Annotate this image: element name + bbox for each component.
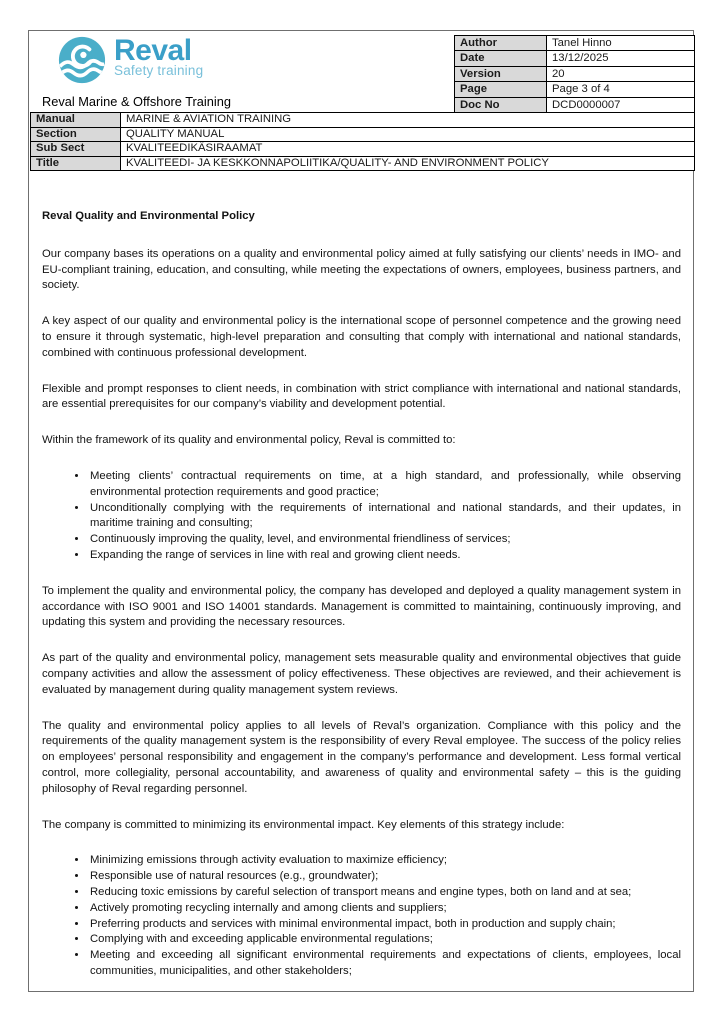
info-row-page xyxy=(455,81,694,96)
doc-row-manual xyxy=(31,113,694,127)
paragraph-objectives: As part of the quality and environmental policy, management sets measurable quality and environmental objectives that guide company activities and allow the assessment of policy effectiveness. These objectives are reviewed, and their achievement is evaluated by management during quality management system reviews. xyxy=(42,652,681,696)
paragraph-policy-scope: The quality and environmental policy applies to all levels of Reval’s organization. Compliance with this policy and the requirements of the quality management system is the responsibility of every Reval employee. The success of the policy relies on employees’ personal responsibility and engagement in the company’s performance and development. Less formal vertical control, more collegiality, personal accountability, and awareness of quality and environmental safety – this is the guiding philosophy of Reval regarding personnel. xyxy=(42,719,681,795)
policy-heading: Reval Quality and Environmental Policy xyxy=(42,210,255,222)
list-item: • Preferring products and services with minimal environmental impact, both in production and supply chain; xyxy=(88,917,681,933)
list-item: • Unconditionally complying with the requirements of international and national standards, and their updates, in maritime training and consulting; xyxy=(88,501,681,533)
document-body xyxy=(42,209,681,1000)
info-row-docno xyxy=(455,97,694,112)
reval-logo xyxy=(58,36,203,84)
doc-row-subsect xyxy=(31,141,694,156)
info-value: Tanel Hinno xyxy=(552,37,612,49)
doc-row-section xyxy=(31,127,694,142)
doc-row-title xyxy=(31,156,694,171)
org-name-line: Reval Marine & Offshore Training xyxy=(42,94,231,109)
paragraph-qms-implementation: To implement the quality and environmental policy, the company has developed and deployed a quality management system in accordance with ISO 9001 and ISO 14001 standards. Management is committed to maintaining, continuously improving, and updating this system and providing the necessary resources. xyxy=(42,584,681,629)
list-item: • Meeting and exceeding all significant environmental requirements and expectations of clients, employees, local communities, municipalities, and other stakeholders; xyxy=(88,948,681,980)
info-row-date xyxy=(455,50,694,65)
doc-value: QUALITY MANUAL xyxy=(126,127,225,140)
info-label: Page xyxy=(455,82,547,96)
list-item: • Actively promoting recycling internally and among clients and suppliers; xyxy=(88,901,681,917)
doc-label: Manual xyxy=(31,113,121,127)
document-info-table xyxy=(454,35,695,113)
doc-value: KVALITEEDI- JA KESKKONNAPOLIITIKA/QUALITY- AND ENVIRONMENT POLICY xyxy=(126,156,549,169)
paragraph-committed-intro: Within the framework of its quality and environmental policy, Reval is committed to: xyxy=(42,434,456,447)
doc-value: MARINE & AVIATION TRAINING xyxy=(126,113,292,125)
list-item: • Reducing toxic emissions by careful selection of transport means and engine types, both on land and at sea; xyxy=(88,885,681,901)
info-label: Author xyxy=(455,36,547,50)
paragraph-company-basis: Our company bases its operations on a quality and environmental policy aimed at fully satisfying our clients’ needs in IMO- and EU-compliant training, education, and consulting, while meeting the expectations of owners, employees, business partners, and society. xyxy=(42,247,681,292)
info-row-version xyxy=(455,66,694,81)
doc-value: KVALITEEDIKÄSIRAAMAT xyxy=(126,142,263,154)
list-item: • Complying with and exceeding applicable environmental regulations; xyxy=(88,932,681,948)
environment-strategy-list xyxy=(42,853,681,979)
info-value: Page 3 of 4 xyxy=(552,83,610,96)
doc-label: Sub Sect xyxy=(31,142,121,156)
doc-label: Title xyxy=(31,157,121,171)
paragraph-environment-intro: The company is committed to minimizing its environmental impact. Key elements of this strategy include: xyxy=(42,818,565,831)
info-label: Doc No xyxy=(455,98,547,112)
list-item: • Meeting clients’ contractual requirements on time, at a high standard, and professionally, while observing environmental protection requirements and good practice; xyxy=(88,469,681,501)
info-row-author xyxy=(455,36,694,50)
paragraph-flexible-responses: Flexible and prompt responses to client needs, in combination with strict compliance with international and national standards, are essential prerequisites for our company’s viability and development potential. xyxy=(42,382,681,411)
info-value: 13/12/2025 xyxy=(552,52,609,65)
info-value: DCD0000007 xyxy=(552,98,621,111)
info-value: 20 xyxy=(552,67,565,80)
list-item: • Expanding the range of services in line with real and growing client needs. xyxy=(88,548,681,564)
list-item: • Responsible use of natural resources (e.g., groundwater); xyxy=(88,869,681,885)
logo-brand-text: Reval xyxy=(114,34,192,67)
list-item: • Minimizing emissions through activity evaluation to maximize efficiency; xyxy=(88,853,681,869)
info-label: Version xyxy=(455,67,547,81)
logo-tagline-text: Safety training xyxy=(114,63,204,78)
doc-label: Section xyxy=(31,128,121,142)
commitments-list xyxy=(42,469,681,564)
paragraph-key-aspect: A key aspect of our quality and environmental policy is the international scope of personnel competence and the growing need to ensure it through systematic, high-level preparation and consulting that comply with international and national standards, combined with continuous professional development. xyxy=(42,315,681,359)
manual-section-table xyxy=(30,112,695,171)
logo-wordmark xyxy=(114,36,203,78)
reval-wave-logo-icon xyxy=(58,36,106,84)
info-label: Date xyxy=(455,51,547,65)
list-item: • Continuously improving the quality, level, and environmental friendliness of services; xyxy=(88,532,681,548)
